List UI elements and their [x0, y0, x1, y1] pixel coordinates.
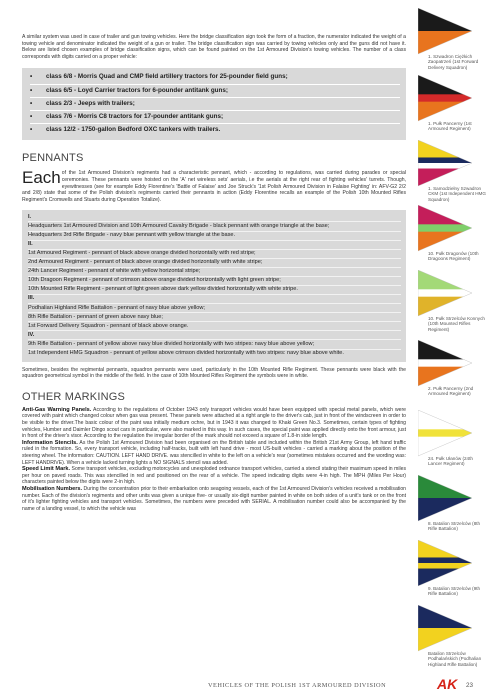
footer-title: VEHICLES OF THE POLISH 1ST ARMOURED DIVISION	[208, 682, 387, 689]
pennant-stripe	[418, 140, 474, 158]
pennant-caption: 1. Szwadron Ciężkich Zaopatrzeń (1st Forward Delivery Squadron)	[428, 54, 479, 70]
pennant-description: Headquarters 1st Armoured Division and 10th Armoured Cavalry Brigade - black pennant with orange triangle at the base;	[28, 222, 401, 231]
pennants-after-paragraph: Sometimes, besides the regimental pennants, squadron pennants were used, particularly in the 10th Mounted Rifle Regiment. These pennants were black with the squadron geometrical symbol in the middle of the field. In the case of 10th Mounted Rifles Regiment the symbols were in white.	[22, 366, 406, 380]
pennant-stripe	[418, 163, 474, 169]
pennant-description: 2nd Armoured Regiment - pennant of black above orange divided horizontally with white stripe;	[28, 259, 401, 268]
pennant-stripe	[418, 563, 474, 569]
pennant-list	[22, 210, 406, 361]
pennant-caption: 24. Pułk Ułanów (24th Lancer Regiment)	[428, 456, 473, 467]
bridge-class-text: class 6/5 - Loyd Carrier tractors for 6-pounder antitank guns;	[46, 86, 228, 94]
pennant-group-heading: III.	[28, 295, 401, 304]
pennant-stripe	[418, 410, 474, 430]
pennant-stripe	[418, 224, 474, 232]
pennant-stripe	[418, 297, 474, 317]
pennant-caption: 10. Pułk Strzelców Konnych (10th Mounted Rifles Regiment)	[428, 316, 485, 332]
marking-text: According to the regulations of October 1943 only transport vehicles would have been equipped with special metal panels, which were covered with paint which changed colour when gas was present. These panels were attached at a right angle to the driver's cab, just in front of the windscreen in order to be visible to the driver.The basic colour of the paint was initially medium ochre, but in 1943 it was changed to Khaki Green No.3. Sometimes, certain types of fighting vehicles, Humber and Daimler Dingo scout cars in particular, were also marked in this way. In such cases, the special paint was applied directly onto the front armour, just in front of the driver's visor. According to the regulation the irregular border of the mark should not exceed a square of 1.8-in side length.	[22, 406, 406, 440]
main-column	[22, 34, 406, 512]
marking-text: Some transport vehicles, excluding motorcycles and unexploded ordnance transport vehicles, carried a stencil stating their maximum speed in miles per hour on paved roads. This was stencilled in red and positioned on the rear of a vehicle. The speed indicating digits were 4-in high. The MPH (Miles Per Hour) characters painted below the digits were 2-in high.	[22, 466, 406, 486]
marking-paragraph	[22, 486, 406, 512]
page-number: 23	[466, 682, 474, 689]
pennant-description: Headquarters 3rd Rifle Brigade - navy blue pennant with yellow triangle at the base.	[28, 232, 401, 241]
pennant-description: 24th Lancer Regiment - pennant of white with yellow horizontal stripe;	[28, 268, 401, 277]
pennant-group-heading: II.	[28, 241, 401, 250]
pennant-group-heading: I.	[28, 213, 401, 222]
marking-text: During the concentration prior to their embarkation onto seagoing vessels, each of the 1st Armoured Division's vehicles received a mobilisation number. Each of the division's regiments and other units was given a unique five- or usually six-digit number painted in white on both sides of a unit's tank or on the front of it's lighter fighting vehicles and transport vehicles. Sometimes, the numbers were preceded with SERIAL. A mobilisation number could also be accompanied by the name of a landing vessel, to which the vehicle was	[22, 485, 406, 512]
bridge-class-text: class 6/8 - Morris Quad and CMP field artillery tractors for 25-pounder field guns;	[46, 73, 288, 81]
pennant-description: 1st Armoured Regiment - pennant of black above orange divided horizontally with red stripe;	[28, 250, 401, 259]
page-footer	[0, 676, 495, 695]
marking-title: Mobilisation Numbers.	[22, 485, 83, 492]
pennant-description: 9th Rifle Battalion - pennant of yellow above navy blue divided horizontally with two stripes: navy blue above yellow;	[28, 340, 401, 349]
bullet-icon: •	[30, 73, 33, 81]
pennants-heading: PENNANTS	[22, 152, 84, 165]
pennant-caption: 8. Batalion Strzelców (8th Rifle Battalion)	[428, 521, 481, 532]
pennant-stripe	[418, 289, 474, 297]
pennant-stripe	[418, 102, 474, 122]
pennant-stripe	[418, 340, 474, 360]
pennant-caption: Batalion Strzelców Podhalańskich (Podhalian Highland Rifle Battalion)	[428, 651, 482, 667]
pennant-caption: 2. Pułk Pancerny (2nd Armoured Regiment)	[428, 386, 474, 397]
pennant-caption: 1. Pułk Pancerny (1st Armoured Regiment)	[428, 121, 472, 132]
markings-section	[22, 407, 406, 513]
pennant-stripe	[418, 270, 474, 290]
pennants-intro	[22, 170, 406, 203]
drop-cap: Each	[22, 168, 61, 188]
pennant-stripe	[418, 569, 474, 587]
pennant-description: 10th Dragoon Regiment - pennant of crimson above orange divided horizontally with light green stripe;	[28, 277, 401, 286]
bridge-class-list	[22, 68, 406, 140]
marking-paragraph	[22, 440, 406, 466]
marking-title: Anti-Gas Warning Panels.	[22, 406, 92, 413]
pennant-description: 10th Mounted Rifle Regiment - pennant of light green above dark yellow divided horizontally with white stripe.	[28, 286, 401, 295]
bullet-icon: •	[30, 126, 33, 134]
intro-paragraph: A similar system was used in case of trailer and gun towing vehicles. Here the bridge classification sign took the form of a fraction, the numerator indicated the weight of a towing vehicle and denominator indicated the weight of a gun or trailer. The bridge classification sign was carried by towing vehicles only and the guns did not have it. Below are listed chosen examples of bridge classification signs, which can be found painted on the 1st Armoured Division's towing vehicles. The number of a class corresponds with digits carried on a proper vehicle:	[22, 34, 406, 60]
bullet-icon: •	[30, 99, 33, 107]
bullet-icon: •	[30, 112, 33, 120]
pennant-description: Podhalian Highland Rifle Battalion - pennant of navy blue above yellow;	[28, 304, 401, 313]
pennant-stripe	[418, 367, 474, 387]
bridge-class-item	[30, 111, 400, 124]
pennant-stripe	[418, 232, 474, 252]
pennant-stripe	[418, 498, 474, 522]
pennant-description: 1st Forward Delivery Squadron - pennant of black above orange.	[28, 322, 401, 331]
marking-title: Information Stencils.	[22, 439, 78, 446]
marking-paragraph	[22, 407, 406, 440]
marking-title: Speed Limit Mark.	[22, 466, 71, 473]
bridge-class-text: class 12/2 - 1750-gallon Bedford OXC tankers with trailers.	[46, 126, 221, 134]
pennant-stripe	[418, 437, 474, 457]
pennant-stripe	[418, 359, 474, 367]
bridge-class-text: class 7/6 - Morris C8 tractors for 17-pounder antitank guns;	[46, 112, 224, 120]
pennant-stripe	[418, 75, 474, 95]
marking-text: As the Polish 1st Armoured Division had been organised on the British table and included within the British 21st Army Group, left hand traffic ruled in the formation. So, every transport vehicle, including half-tracks, built with left hand drive - most US-built vehicles - carried a marking about the position of the steering wheel. The information: CAUTION. LEFT HAND DRIVE. was stencilled in white to the left on a vehicle's rear (sometimes mistakes occurred and the wording was: LEFT HANDRIVE). When a vehicle lacked turning lights a NO SIGNALS stencil was added.	[22, 439, 406, 466]
publisher-logo: AK	[437, 676, 458, 692]
bridge-class-text: class 2/3 - Jeeps with trailers;	[46, 99, 135, 107]
bridge-class-item	[30, 124, 400, 136]
bridge-class-item	[30, 98, 400, 111]
pennant-caption: 10. Pułk Dragonów (10th Dragoons Regiment)	[428, 251, 479, 262]
pennant-stripe	[418, 429, 474, 437]
pennant-stripe	[418, 205, 474, 225]
pennant-caption: 9. Batalion Strzelców (9th Rifle Battalion)	[428, 586, 481, 597]
pennant-stripe	[418, 94, 474, 102]
bridge-class-item	[30, 71, 400, 84]
marking-paragraph	[22, 466, 406, 486]
pennant-description: 1st Independent HMG Squadron - pennant of yellow above crimson divided horizontally with two stripes: navy blue above white.	[28, 349, 344, 356]
pennant-stripe	[418, 31, 474, 55]
pennant-group-heading: IV.	[28, 331, 401, 340]
pennant-caption: 1. Samodzielny Szwadron CKM (1st Independent HMG Squadron)	[428, 186, 486, 202]
pennant-stripe	[418, 628, 474, 652]
pennants-intro-text: of the 1st Armoured Division's regiments had a characteristic pennant, which - according to regulations, was carried during parades or special ceremonies. These pennants were hoisted on the 'A' net wireless sets' aerials, i.e the aerials at the right rear of fighting vehicles' turrets. Though, eyewitnesses (see for example Eddy Florentine's 'Battle of Falaise' and Joe Struck's '1st Polish Armoured Division in Falaise Fighting' in: AFV-G2 2/2 and 2/8) state that some of the Polish division's regiments carried their pennants in action (Eddy Florentine recalls an example of the Polish 10th Mounted Rifles Regiment's Cromwells and Stuarts during Operation Totalize).	[22, 170, 406, 203]
pennant-stripe	[418, 540, 474, 558]
other-markings-heading: OTHER MARKINGS	[22, 390, 126, 403]
pennant-description: 8th Rifle Battalion - pennant of green above navy blue;	[28, 313, 401, 322]
bullet-icon: •	[30, 86, 33, 94]
pennant-sidebar	[418, 0, 486, 680]
bridge-class-item	[30, 85, 400, 98]
pennant-stripe	[418, 169, 474, 187]
